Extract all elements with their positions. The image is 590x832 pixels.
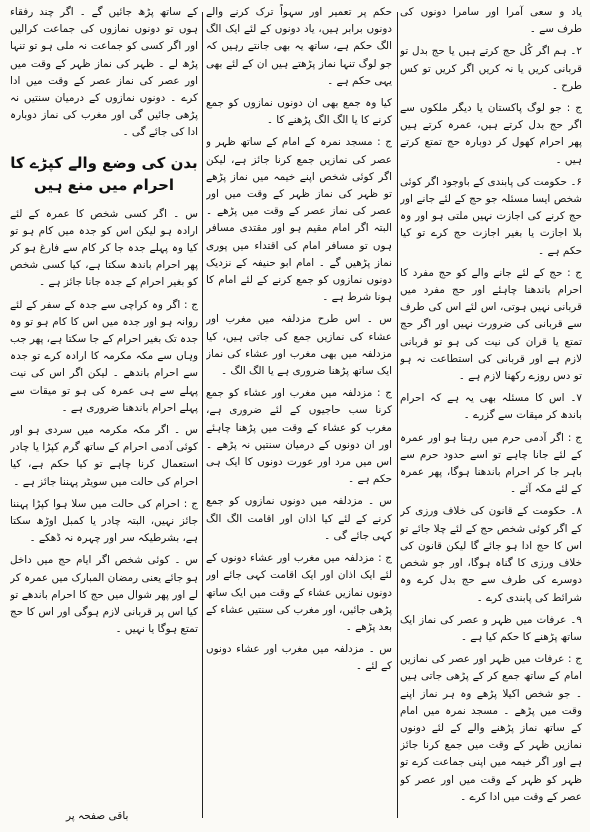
section-heading: بدن کی وضع والے کپڑے کا احرام میں منع ہیں	[10, 153, 198, 194]
column-middle	[206, 4, 392, 816]
paragraph: ج : احرام کی حالت میں سلا ہوا کپڑا پہننا جائز نہیں، البتہ چادر یا کمبل اوڑھ سکتا ہے، بشرطیکہ سر اور چہرہ نہ ڈھکے ۔	[10, 497, 198, 545]
paragraph: ج : اگر وہ کراچی سے جدہ کے سفر کے لئے روانہ ہو اور جدہ میں اس کا کام ہو تو وہ جدہ تک بغیر احرام کے جا سکتا ہے، پھر جب وہاں سے مکہ مکرمہ کا ارادہ کرے تو جدہ سے احرام باندھے ۔ لیکن اگر اس کی نیت پہلے سے ہی عمرہ کی ہو تو میقات سے پہلے احرام باندھنا ضروری ہے ۔	[10, 298, 198, 414]
paragraph: س ۔ اگر کسی شخص کا عمرہ کے لئے ارادہ ہو لیکن اس کو جدہ میں کام ہو تو کیا وہ پہلے جدہ جا کر کام سے فارغ ہو کر پھر احرام باندھ سکتا ہے، کیا کسی شخص کو بغیر احرام کے جدہ جانا جائز ہے ۔	[10, 207, 198, 289]
paragraph: ج : مسجد نمرہ کے امام کے ساتھ ظہر و عصر کی نمازیں جمع کرنا جائز ہے، لیکن اگر کوئی شخص اپنے خیمہ میں نماز پڑھے تو ظہر کی نماز ظہر کے وقت میں اور عصر کی نماز عصر کے وقت میں پڑھے ۔ البتہ اگر امام مقیم ہو اور مقتدی مسافر ہوں تو مسافر امام کی اقتداء میں پوری نماز پڑھیں گے ۔ امام ابو حنیفہ کے نزدیک دونوں نمازوں کو جمع کرنے کے لئے امام کا ہونا شرط ہے ۔	[206, 136, 392, 304]
column-divider	[202, 12, 203, 818]
paragraph: ج : مزدلفہ میں مغرب اور عشاء کو جمع کرنا سب حاجیوں کے لئے ضروری ہے، مغرب کو عشاء کے وقت میں پڑھنا چاہئے اور ان دونوں کے درمیان سنتیں نہ پڑھے ۔ اس میں مرد اور عورت دونوں کا ایک ہی حکم ہے ۔	[206, 387, 392, 486]
column-divider	[397, 12, 398, 818]
paragraph: ۲۔ ہم اگر کُل حج کرتے ہیں یا حج بدل تو قربانی کریں یا نہ کریں اگر کریں تو کس طرح ۔	[400, 45, 582, 92]
paragraph: س ۔ اگر مکہ مکرمہ میں سردی ہو اور کوئی آدمی احرام کے ساتھ گرم کپڑا یا چادر استعمال کرنا چاہے تو کیا حکم ہے، کیا احرام کی حالت میں سویٹر پہننا جائز ہے ۔	[10, 424, 198, 488]
paragraph: یاد و سعی آمرا اور سامرا دونوں کی طرف سے ۔	[400, 6, 582, 36]
column-right	[400, 4, 582, 816]
paragraph: س ۔ مزدلفہ میں مغرب اور عشاء دونوں کے لئے ۔	[206, 643, 392, 673]
paragraph: ۹۔ عرفات میں ظہر و عصر کی نماز ایک ساتھ پڑھنے کا حکم کیا ہے ۔	[400, 613, 582, 643]
paragraph: ج : حج کے لئے جانے والے کو حج مفرد کا احرام باندھنا چاہئے اور حج مفرد میں قربانی نہیں ہوتی، اس لئے اس کی طرف سے قربانی کی ضرورت نہیں اور اگر حج تمتع یا قران کی نیت کی ہو تو قربانی لازم ہے اور قربانی کی استطاعت نہ ہو تو دس روزے رکھنا لازم ہے ۔	[400, 266, 582, 383]
paragraph: س ۔ کوئی شخص اگر ایام حج میں داخل ہو جائے یعنی رمضان المبارک میں عمرہ کر لے اور پھر شوال میں حج کا احرام باندھے تو کیا اس پر قربانی لازم ہوگی اور اس کا حج تمتع ہوگا یا نہیں ۔	[10, 554, 198, 636]
column-left	[10, 4, 198, 816]
paragraph: کے ساتھ پڑھ جائیں گے ۔ اگر چند رفقاء ہوں تو دونوں نمازوں کی جماعت کرالیں اور اگر کسی کو جماعت نہ ملی ہو تو تنہا پڑھ لے ۔ ظہر کی نماز ظہر کے وقت میں اور عصر کی نماز عصر کے وقت میں ادا کرے ۔ دونوں نمازوں کے درمیان سنتیں نہ پڑھی جائیں گی اور مغرب کی نماز دوبارہ ادا کی جائے گی ۔	[10, 6, 198, 139]
paragraph: ۶۔ حکومت کی پابندی کے باوجود اگر کوئی شخص ایسا مسئلہ جو حج کے لئے جانے اور حج کرنے کی اجازت نہیں ملتی ہو اور وہ بلا اجازت یا بغیر اجازت حج کرے تو کیا حکم ہے ۔	[400, 175, 582, 257]
paragraph: س ۔ مزدلفہ میں دونوں نمازوں کو جمع کرنے کے لئے کیا اذان اور اقامت الگ الگ کہی جائے گی ۔	[206, 495, 392, 542]
paragraph: ج : مزدلفہ میں مغرب اور عشاء دونوں کے لئے ایک اذان اور ایک اقامت کہی جائے اور دونوں نمازیں عشاء کے وقت میں ایک ساتھ پڑھی جائیں، اور مغرب کی سنتیں عشاء کے بعد پڑھے ۔	[206, 552, 392, 633]
document-page	[6, 4, 584, 826]
paragraph: ج : عرفات میں ظہر اور عصر کی نمازیں امام کے ساتھ جمع کر کے پڑھی جاتی ہیں ۔ جو شخص اکیلا پڑھے وہ ہر نماز اپنے وقت میں پڑھے ۔ مسجد نمرہ میں امام کے ساتھ نماز پڑھنے والے کے لئے دونوں نمازیں ظہر کے وقت میں جمع کرنا جائز ہے اور اگر خیمہ میں اپنی جماعت کرے تو ظہر کو ظہر کے وقت میں اور عصر کو عصر کے وقت میں ادا کرے ۔	[400, 653, 582, 803]
paragraph: ج : جو لوگ پاکستان یا دیگر ملکوں سے اگر حج بدل کرتے ہیں، عمرہ کرتے ہیں پھر احرام کھول کر دوبارہ حج تمتع کرتے ہیں ۔	[400, 102, 582, 166]
continued-note: باقی صفحہ پر	[66, 810, 129, 822]
paragraph: ۷۔ اس کا مسئلہ بھی یہ ہے کہ احرام باندھ کر میقات سے گزرے ۔	[400, 392, 582, 422]
paragraph: س ۔ اس طرح مزدلفہ میں مغرب اور عشاء کی نمازیں جمع کی جاتی ہیں، کیا مزدلفہ میں بھی مغرب اور عشاء کی نماز ایک ساتھ پڑھنا ضروری ہے یا الگ الگ ۔	[206, 313, 392, 378]
paragraph: کیا وہ جمع بھی ان دونوں نمازوں کو جمع کرنے کا یا الگ الگ پڑھنے کا ۔	[206, 97, 392, 127]
paragraph: ۸۔ حکومت کے قانون کی خلاف ورزی کر کے اگر کوئی شخص حج کے لئے چلا جائے تو اس کا حج ادا ہو جائے گا لیکن قانون کی خلاف ورزی کا گناہ ہوگا، اور جو شخص دوسرے کی طرف سے حج بدل کرے وہ شرائط کی پابندی کرے ۔	[400, 505, 582, 604]
paragraph: حکم پر تعمیر اور سہواً ترک کرنے والے دونوں برابر ہیں، یاد دونوں کے لئے ایک الگ الگ حکم ہے، ساتھ یہ بھی جانتے رہیں کہ جو لوگ تنہا نماز پڑھتے ہیں ان کے لئے بھی یہی حکم ہے ۔	[206, 6, 392, 87]
paragraph: ج : اگر آدمی حرم میں رہتا ہو اور عمرہ کے لئے جانا چاہے تو اسے حدود حرم سے باہر جا کر احرام باندھنا ہوگا، پھر عمرہ کے لئے مکہ آئے ۔	[400, 431, 582, 496]
